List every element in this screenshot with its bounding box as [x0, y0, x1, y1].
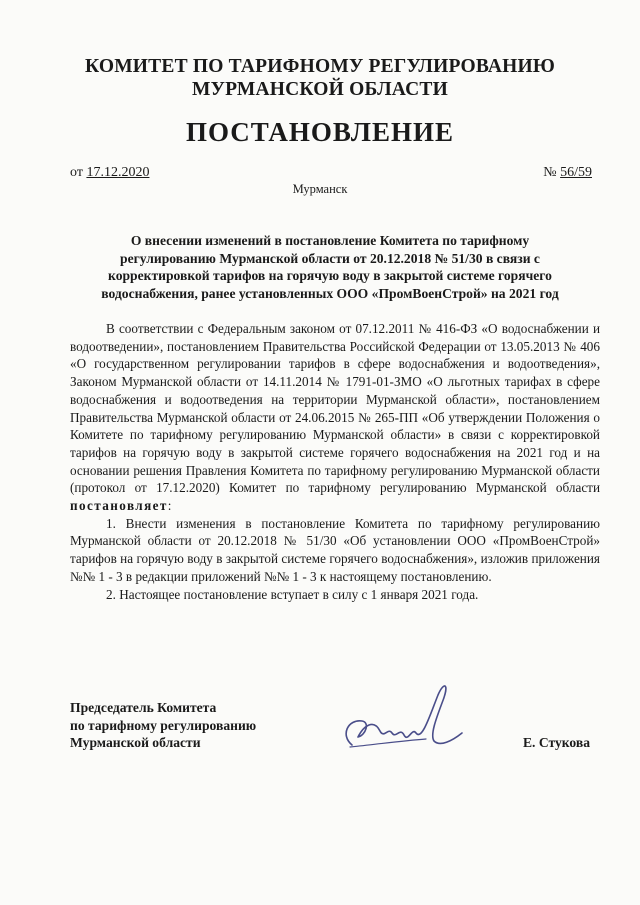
subject-line-1: О внесении изменений в постановление Комитета по тарифному: [130, 233, 530, 248]
document-type: ПОСТАНОВЛЕНИЕ: [185, 117, 455, 147]
number-prefix: №: [543, 165, 561, 180]
organization-line-2: МУРМАНСКОЙ ОБЛАСТИ: [192, 79, 448, 100]
subject-line-3: корректировкой тарифов на горячую воду в закрытой системе горячего: [108, 268, 552, 283]
signatory-title-line-2: по тарифному регулированию: [70, 717, 257, 733]
number-value: 56/59: [560, 165, 592, 180]
handwritten-signature: [330, 675, 470, 755]
resolves-colon: :: [167, 498, 172, 514]
date-value: 17.12.2020: [86, 165, 150, 180]
preamble-text: В соответствии с Федеральным законом от 07.12.2011 № 416-ФЗ «О водоснабжении и водоотведении», постановлением Правительства Российской Федерации от 13.05.2013 № 406 «О государственном регулировании тарифов в сфере водоснабжения и водоотведения», Законом Мурманской области от 14.11.2014 № 1791-01-ЗМО «О льготных тарифах в сфере водоснабжения и водоотведения на территории Мурманской области», постановлением Правительства Мурманской области от 24.06.2015 № 265-ПП «Об утверждении Положения о Комитете по тарифному регулированию Мурманской области» в связи с корректировкой тарифов на горячую воду в закрытой системе горячего водоснабжения на 2021 год и на основании решения Правления Комитета по тарифному регулированию Мурманской области (протокол от 17.12.2020) Комитет по тарифному регулированию Мурманской области: [70, 321, 600, 496]
signatory-title: [70, 699, 256, 752]
document-body: [70, 320, 600, 603]
signatory-name: Е. Стукова: [522, 735, 590, 750]
subject-line-2: регулированию Мурманской области от 20.12.2018 № 51/30 в связи с: [120, 250, 540, 266]
organization-name: [0, 55, 640, 101]
signatory-title-line-1: Председатель Комитета: [70, 700, 217, 715]
preamble-paragraph: [70, 320, 600, 515]
organization-line-1: КОМИТЕТ ПО ТАРИФНОМУ РЕГУЛИРОВАНИЮ: [84, 56, 556, 77]
document-date: [70, 165, 149, 181]
document-number: [543, 165, 592, 181]
item-2-paragraph: 2. Настоящее постановление вступает в силу с 1 января 2021 года.: [106, 586, 479, 602]
date-prefix: от: [70, 165, 87, 180]
city: Мурманск: [292, 182, 348, 196]
item-1-paragraph: 1. Внести изменения в постановление Комитета по тарифному регулированию Мурманской области от 20.12.2018 № 51/30 «Об установлении ООО «ПромВоенСтрой» тарифов на горячую воду в закрытой системе горячего водоснабжения», изложив приложения №№ 1 - 3 в редакции приложений №№ 1 - 3 к настоящему постановлению.: [70, 515, 600, 584]
signatory-title-line-3: Мурманской области: [70, 735, 201, 750]
subject-line-4: водоснабжения, ранее установленных ООО «ПромВоенСтрой» на 2021 год: [101, 285, 559, 301]
resolves-word: постановляет: [70, 498, 168, 514]
document-subject: [60, 232, 600, 302]
